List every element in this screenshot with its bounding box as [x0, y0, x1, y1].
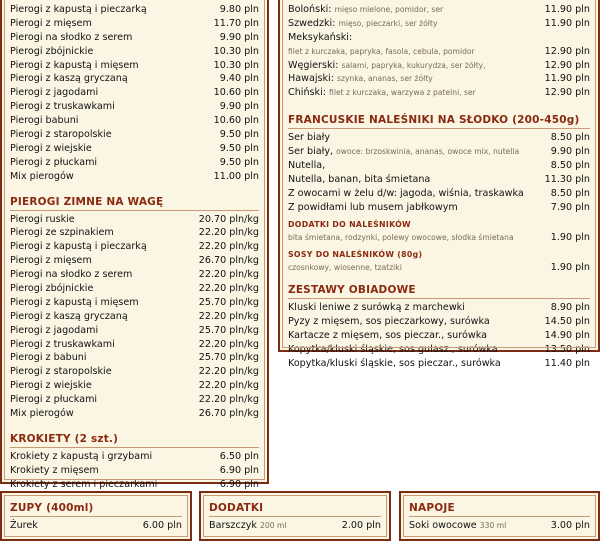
item-label	[10, 268, 132, 282]
item-name: Hawajski:	[288, 73, 334, 85]
menu-row	[10, 3, 259, 17]
menu-row	[10, 213, 259, 227]
item-desc: bita śmietana, rodzynki, polewy owocowe, słodka śmietana	[288, 232, 514, 242]
item-name: Pierogi na słodko z serem	[10, 31, 133, 43]
item-name: Z powidłami lub musem jabłkowym	[288, 201, 458, 213]
right-menu-content	[288, 3, 590, 371]
item-name: Pierogi z kapustą i mięsem	[10, 59, 139, 71]
item-name: Pierogi z staropolskie	[10, 129, 112, 141]
item-price: 22.20 pln/kg	[198, 310, 259, 322]
menu-row	[10, 72, 259, 86]
item-label	[10, 128, 112, 142]
item-price: 9.40 pln	[219, 73, 259, 85]
item-desc: 330 ml	[479, 521, 507, 530]
menu-row	[288, 187, 590, 201]
item-name: Pierogi z płuckami	[10, 394, 98, 406]
menu-row	[10, 379, 259, 393]
item-name: Pierogi zbójnickie	[10, 283, 94, 295]
item-price: 26.70 pln/kg	[198, 255, 259, 267]
dodatki-title: DODATKI	[209, 500, 381, 517]
item-name: Szwedzki:	[288, 17, 336, 29]
menu-row	[10, 324, 259, 338]
menu-row	[10, 464, 259, 478]
section-title: PIEROGI ZIMNE NA WAGĘ	[10, 194, 259, 211]
left-menu-content	[10, 3, 259, 506]
item-name: Nutella, banan, bita śmietana	[288, 173, 431, 185]
item-desc: salami, papryka, kukurydza, ser żółty,	[341, 60, 486, 70]
menu-row	[10, 310, 259, 324]
item-price: 9.50 pln	[219, 156, 259, 168]
item-name: Krokiety z mięsem	[10, 464, 99, 476]
menu-row	[10, 114, 259, 128]
item-name: Z owocami w żelu d/w: jagoda, wiśnia, traskawka	[288, 187, 524, 199]
item-name: Żurek	[10, 520, 38, 531]
item-name: Pierogi z kapustą i pieczarką	[10, 4, 147, 15]
menu-row	[10, 254, 259, 268]
item-label	[10, 114, 78, 128]
item-name: Pierogi z jagodami	[10, 87, 99, 99]
item-price: 11.40 pln	[544, 357, 590, 369]
menu-row	[10, 478, 259, 492]
item-desc: 200 ml	[260, 521, 287, 530]
menu-row	[10, 170, 259, 184]
item-label	[288, 3, 443, 17]
item-price: 10.60 pln	[213, 87, 259, 99]
item-price: 9.50 pln	[219, 129, 259, 141]
item-label	[10, 464, 99, 478]
item-price: 11.90 pln	[544, 73, 590, 85]
item-name: Węgierski:	[288, 59, 339, 71]
item-name: Pierogi z kapustą i pieczarką	[10, 241, 147, 253]
zupy-panel	[0, 491, 192, 541]
item-label	[288, 301, 465, 315]
menu-row	[10, 338, 259, 352]
item-price: 6.90 pln	[219, 478, 259, 490]
menu-row	[288, 145, 590, 159]
item-name: Chiński:	[288, 87, 326, 99]
item-name: Meksykański:	[288, 31, 353, 43]
item-label	[288, 17, 437, 31]
item-label	[10, 156, 97, 170]
item-label	[10, 324, 98, 338]
menu-row	[10, 156, 259, 170]
item-name: Pierogi ze szpinakiem	[10, 227, 114, 239]
item-label	[288, 201, 458, 215]
subsection-title: DODATKI DO NALEŚNIKÓW	[288, 219, 411, 229]
item-label	[10, 450, 152, 464]
item-label	[288, 187, 524, 201]
item-desc: mięso mielone, pomidor, ser	[334, 5, 444, 14]
item-price: 11.70 pln	[213, 17, 259, 29]
menu-row	[288, 343, 590, 357]
item-price: 7.90 pln	[550, 201, 590, 213]
menu-row	[10, 282, 259, 296]
napoje-title: NAPOJE	[409, 500, 590, 517]
item-label	[10, 338, 115, 352]
item-label	[288, 45, 475, 59]
item-price: 13.50 pln	[544, 344, 590, 356]
menu-row	[10, 296, 259, 310]
item-name: Krokiety z kapustą i grzybami	[10, 450, 153, 462]
item-price: 9.90 pln	[219, 101, 259, 113]
item-price: 20.70 pln/kg	[198, 213, 259, 225]
item-price: 3.00 pln	[550, 520, 590, 531]
menu-row	[10, 519, 182, 533]
item-label	[288, 31, 352, 45]
item-price: 10.60 pln	[213, 115, 259, 127]
item-price: 22.20 pln/kg	[198, 338, 259, 350]
menu-row	[10, 100, 259, 114]
item-name: Pierogi z wiejskie	[10, 142, 92, 154]
menu-row	[10, 86, 259, 100]
item-name: Pierogi z jagodami	[10, 324, 99, 336]
item-label	[10, 310, 128, 324]
item-label	[10, 407, 74, 421]
item-price: 22.20 pln/kg	[198, 269, 259, 281]
item-price: 22.20 pln/kg	[198, 241, 259, 253]
menu-row	[288, 86, 590, 100]
item-price: 11.90 pln	[544, 4, 590, 15]
item-label	[10, 86, 98, 100]
item-price: 9.90 pln	[219, 31, 259, 43]
nalesniki-menu-panel	[278, 0, 600, 369]
spacer	[288, 100, 590, 112]
item-name: Mix pierogów	[10, 408, 74, 420]
item-price: 22.20 pln/kg	[198, 366, 259, 378]
item-name: Pierogi babuni	[10, 115, 79, 127]
item-label	[10, 170, 74, 184]
item-price: 12.90 pln	[544, 59, 590, 71]
item-desc: czosnkowy, wiosenne, tzatziki	[288, 263, 402, 273]
item-name: Pierogi z staropolskie	[10, 366, 112, 378]
napoje-panel	[399, 491, 600, 541]
item-price: 9.90 pln	[550, 146, 590, 158]
item-desc: filet z kurczaka, warzywa z patelni, ser	[329, 88, 476, 98]
item-label	[288, 159, 325, 173]
item-label	[288, 329, 487, 343]
spacer	[10, 184, 259, 194]
item-price: 11.00 pln	[213, 170, 259, 182]
item-price: 25.70 pln/kg	[198, 296, 259, 308]
item-name: Kopytka/kluski śląskie, sos pieczar., surówka	[288, 357, 501, 369]
menu-row	[288, 3, 590, 17]
item-name: Pierogi z mięsem	[10, 255, 92, 267]
item-label	[10, 31, 132, 45]
menu-row	[10, 240, 259, 254]
section-title: ZESTAWY OBIADOWE	[288, 282, 590, 299]
item-name: Pierogi z truskawkami	[10, 338, 115, 350]
item-label	[10, 379, 92, 393]
item-label	[288, 343, 498, 357]
menu-row	[288, 357, 590, 371]
item-label	[10, 17, 92, 31]
spacer	[288, 275, 590, 282]
item-name: Pierogi z wiejskie	[10, 380, 92, 392]
menu-row	[10, 31, 259, 45]
item-price: 2.00 pln	[341, 520, 381, 531]
item-label	[288, 72, 433, 86]
menu-row	[10, 128, 259, 142]
section-title: FRANCUSKIE NALEŚNIKI NA SŁODKO (200-450g)	[288, 112, 590, 129]
item-desc: szynka, ananas, ser żółty	[337, 74, 433, 84]
item-name: Soki owocowe	[409, 520, 477, 531]
menu-row	[10, 407, 259, 421]
item-label	[10, 296, 139, 310]
menu-row	[209, 519, 381, 533]
item-label	[288, 173, 430, 187]
item-label	[10, 45, 93, 59]
item-label	[10, 100, 115, 114]
item-price: 14.50 pln	[544, 316, 590, 328]
item-name: Ser biały	[288, 132, 331, 144]
menu-row	[409, 519, 590, 533]
item-price: 6.00 pln	[142, 520, 182, 531]
item-price: 12.90 pln	[544, 87, 590, 99]
item-desc: filet z kurczaka, papryka, fasola, cebula, pomidor	[288, 46, 475, 56]
item-price: 6.90 pln	[219, 464, 259, 476]
section-title: KROKIETY (2 szt.)	[10, 431, 259, 448]
item-price: 25.70 pln/kg	[198, 352, 259, 364]
item-price: 22.20 pln/kg	[198, 394, 259, 406]
item-price: 10.30 pln	[213, 59, 259, 71]
menu-row	[288, 173, 590, 187]
item-price: 12.90 pln	[544, 45, 590, 57]
menu-row	[288, 17, 590, 31]
item-price: 14.90 pln	[544, 330, 590, 342]
item-label	[10, 282, 93, 296]
item-desc: mięso, pieczarki, ser żółty	[338, 18, 438, 28]
menu-row	[288, 231, 590, 245]
item-label	[10, 213, 75, 227]
item-price: 1.90 pln	[550, 262, 590, 274]
item-label	[288, 357, 501, 371]
item-price: 22.20 pln/kg	[198, 380, 259, 392]
item-name: Kluski leniwe z surówką z marchewki	[288, 302, 465, 314]
item-label	[288, 145, 519, 159]
item-name: Ser biały,	[288, 146, 334, 158]
menu-row	[288, 261, 590, 275]
menu-row	[10, 351, 259, 365]
item-price: 22.20 pln/kg	[198, 227, 259, 239]
item-label	[10, 72, 128, 86]
item-price: 6.50 pln	[219, 450, 259, 462]
item-name: Krokiety z serem i pieczarkami	[10, 478, 158, 490]
item-label	[10, 351, 87, 365]
item-price: 22.20 pln/kg	[198, 283, 259, 295]
item-name: Nutella,	[288, 160, 326, 172]
item-label	[288, 86, 476, 100]
item-name: Pierogi zbójnickie	[10, 45, 94, 57]
item-name: Pyzy z mięsem, sos pieczarkowy, surówka	[288, 316, 490, 328]
item-name: Barszczyk	[209, 520, 257, 531]
menu-row	[288, 159, 590, 173]
item-price: 8.50 pln	[550, 187, 590, 199]
item-name: Pierogi z płuckami	[10, 156, 98, 168]
zupy-title: ZUPY (400ml)	[10, 500, 182, 517]
item-label	[10, 478, 157, 492]
item-name: Pierogi z kapustą i mięsem	[10, 296, 139, 308]
item-name: Pierogi z mięsem	[10, 17, 92, 29]
menu-row	[10, 365, 259, 379]
menu-row	[288, 59, 590, 73]
item-label	[10, 254, 92, 268]
item-label	[10, 59, 139, 73]
menu-row	[10, 393, 259, 407]
item-price: 11.30 pln	[544, 173, 590, 185]
item-name: Pierogi z kaszą gryczaną	[10, 310, 128, 322]
item-desc: owoce: brzoskwinia, ananas, owoce mix, nutella	[336, 147, 520, 157]
item-label	[288, 59, 486, 73]
item-price: 26.70 pln/kg	[198, 408, 259, 420]
item-price: 25.70 pln/kg	[198, 324, 259, 336]
menu-row	[10, 142, 259, 156]
menu-row	[10, 268, 259, 282]
item-name: Mix pierogów	[10, 170, 74, 182]
menu-row	[10, 45, 259, 59]
item-name: Kartacze z mięsem, sos pieczar., surówka	[288, 330, 487, 342]
item-label	[10, 365, 112, 379]
item-label	[10, 226, 114, 240]
menu-row	[288, 201, 590, 215]
menu-row	[10, 59, 259, 73]
item-name: Pierogi z kaszą gryczaną	[10, 73, 128, 85]
item-price: 9.80 pln	[219, 4, 259, 15]
menu-row	[10, 226, 259, 240]
item-price: 8.50 pln	[550, 132, 590, 144]
spacer	[10, 421, 259, 431]
menu-row	[288, 31, 590, 45]
dodatki-panel	[199, 491, 391, 541]
menu-row	[288, 329, 590, 343]
item-name: Pierogi na słodko z serem	[10, 269, 133, 281]
item-price: 11.90 pln	[544, 17, 590, 29]
item-label	[10, 3, 147, 17]
item-label	[288, 131, 330, 145]
item-price: 8.90 pln	[550, 302, 590, 314]
menu-row	[288, 301, 590, 315]
item-label	[10, 393, 97, 407]
item-label	[288, 315, 490, 329]
item-name: Pierogi z babuni	[10, 352, 87, 364]
item-price: 9.50 pln	[219, 142, 259, 154]
item-price: 10.30 pln	[213, 45, 259, 57]
menu-row	[10, 17, 259, 31]
item-name: Boloński:	[288, 4, 332, 15]
item-name: Pierogi ruskie	[10, 213, 75, 225]
menu-row	[10, 450, 259, 464]
pierogi-menu-panel	[0, 0, 269, 490]
menu-row	[288, 315, 590, 329]
item-price: 1.90 pln	[550, 231, 590, 243]
menu-row	[288, 45, 590, 59]
item-label	[10, 142, 92, 156]
menu-row	[288, 72, 590, 86]
subsection-title: SOSY DO NALEŚNIKÓW (80g)	[288, 250, 423, 260]
item-name: Kopytka/kluski śląskie, sos gulasz., surówka	[288, 344, 498, 356]
menu-row	[288, 131, 590, 145]
item-name: Pierogi z truskawkami	[10, 101, 115, 113]
item-label	[10, 240, 147, 254]
item-price: 8.50 pln	[550, 160, 590, 172]
